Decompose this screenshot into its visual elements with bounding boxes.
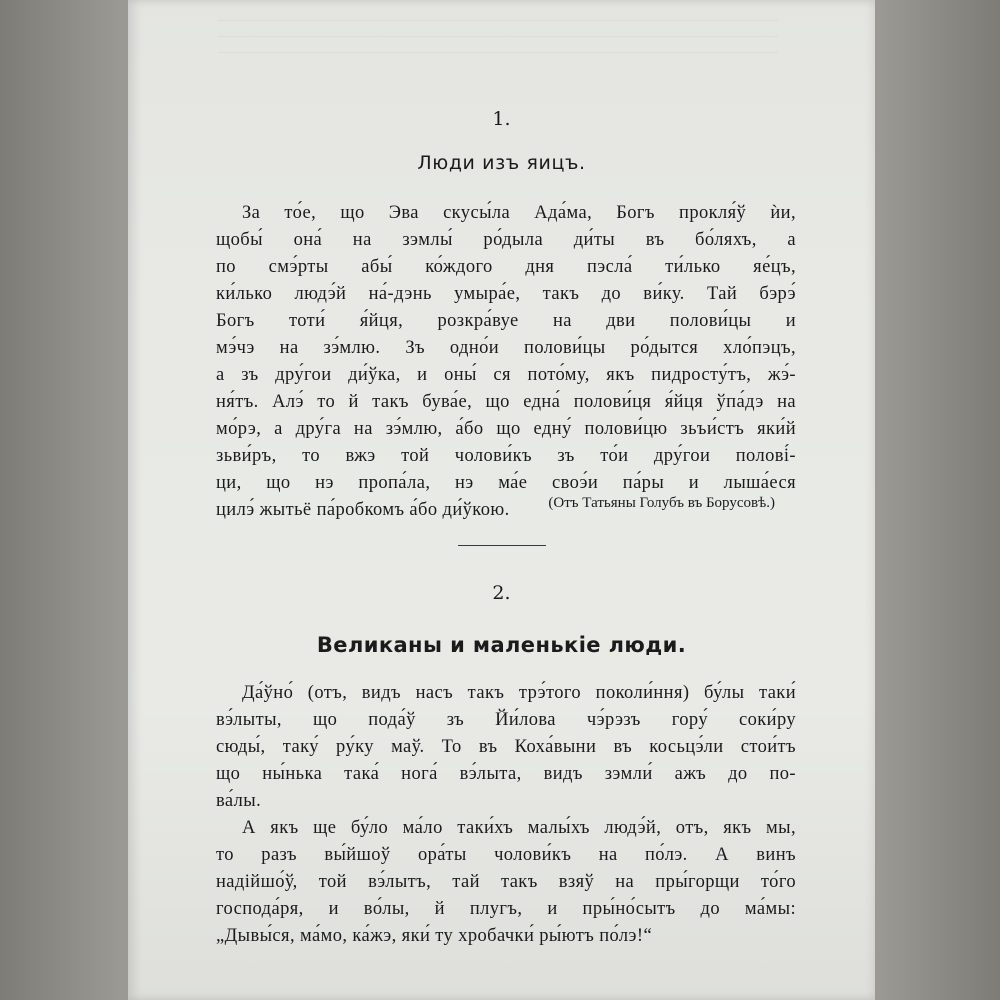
- text-line: господа́ря, и во́лы, й плугъ, и пры́но́сытъ до ма́мы:: [216, 899, 796, 919]
- text-line: цилэ́ жытьё па́робкомъ а́бо ди́ўкою.: [216, 500, 510, 520]
- text-line: мо́рэ, а дру́га на зэ́млю, а́бо що едну́ полови́цю зьъи́стъ яки́й: [216, 419, 796, 439]
- story-paragraph: [216, 200, 796, 524]
- text-line: щобы́ она́ на зэмлы́ ро́дыла ди́ты въ бо́ляхъ, а: [216, 230, 796, 250]
- bleed-through-text: [218, 36, 778, 37]
- text-line: надійшо́ў, той вэ́лытъ, тай такъ взяў на пры́горщи то́го: [216, 872, 796, 892]
- text-line: „Дывы́ся, ма́мо, ка́жэ, яки́ ту хробачки́ ры́ютъ по́лэ!“: [216, 926, 653, 946]
- text-line: Да́ўно́ (отъ, видъ насъ такъ трэ́того поколи́ння) бу́лы таки́: [242, 683, 796, 703]
- text-line: За то́е, що Эва скусы́ла Ада́ма, Богъ прокля́ў ѝи,: [242, 203, 796, 223]
- text-line: зьви́ръ, то вжэ той чолови́къ зъ то́и дру́гои полові́-: [216, 446, 796, 466]
- text-line: що ны́нька така́ нога́ вэ́лыта, видъ зэмли́ ажъ до по-: [216, 764, 796, 784]
- book-page: [128, 0, 875, 1000]
- text-line: ки́лько людэ́й на́-дэнь умыра́е, такъ до ви́ку. Тай бэрэ́: [216, 284, 796, 304]
- story-paragraph: [216, 680, 796, 815]
- text-line: ци, що нэ пропа́ла, нэ ма́е своэ́и па́ры и лыша́еся: [216, 473, 796, 493]
- text-line: по смэ́рты абы́ ко́ждого дня пэсла́ ти́лько яе́цъ,: [216, 257, 796, 277]
- section-number: 1.: [492, 108, 511, 130]
- text-line: А якъ ще бу́ло ма́ло таки́хъ малы́хъ людэ́й, отъ, якъ мы,: [242, 818, 796, 838]
- section-title: Великаны и маленькіе люди.: [316, 633, 687, 657]
- text-line: ня́тъ. Алэ́ то й такъ бува́е, що една́ полови́ця я́йця ўпа́дэ на: [216, 392, 796, 412]
- story-paragraph: [216, 815, 796, 950]
- text-line: мэ́чэ на зэ́млю. Зъ одно́и полови́цы ро́дытся хло́пэцъ,: [216, 338, 796, 358]
- bleed-through-text: [218, 20, 778, 21]
- text-line: Богъ тоти́ я́йця, розкра́вуе на дви полови́цы и: [216, 311, 796, 331]
- text-line: то разъ вы́йшоў ора́ты чолови́къ на по́лэ. А винъ: [216, 845, 796, 865]
- text-line: а зъ дру́гои ди́ўка, и оны́ ся пото́му, якъ пидросту́тъ, жэ́-: [216, 365, 796, 385]
- text-line: вэ́лыты, що пода́ў зъ Йи́лова чэ́рэзъ гору́ соки́ру: [216, 710, 796, 730]
- section-title: Люди изъ яицъ.: [417, 152, 586, 174]
- story-attribution: (Отъ Татьяны Голубъ въ Борусовѣ.): [548, 495, 775, 511]
- bleed-through-text: [218, 52, 778, 53]
- text-line: сюды́, таку́ ру́ку маў. То въ Коха́выни въ косьцэ́ли стои́тъ: [216, 737, 796, 757]
- section-number: 2.: [492, 582, 511, 604]
- text-line: ва́лы.: [216, 791, 262, 811]
- section-divider: [458, 545, 546, 546]
